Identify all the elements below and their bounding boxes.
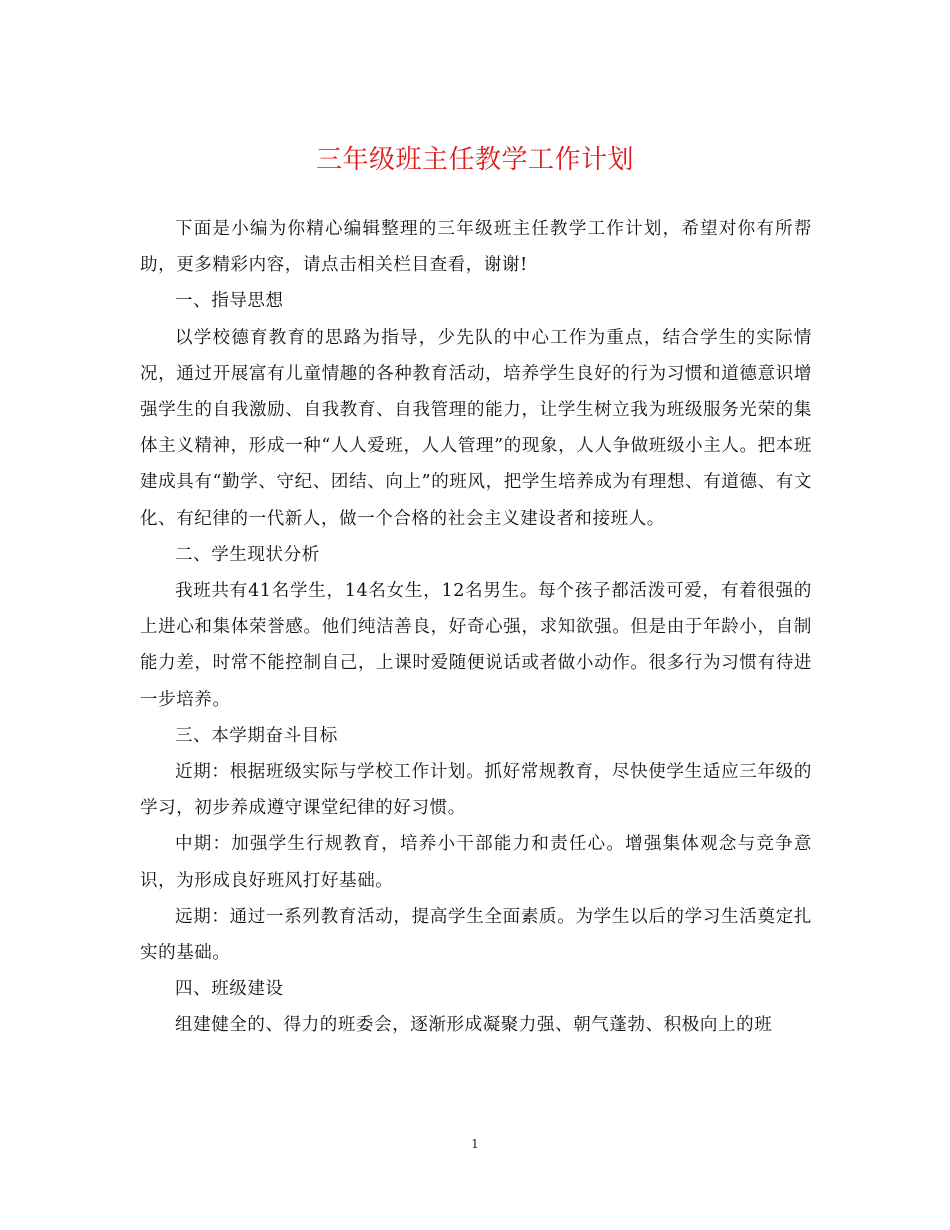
document-body [140,211,812,1044]
mid-term-goal-paragraph: 中期：加强学生行规教育，培养小干部能力和责任心。增强集体观念与竞争意识，为形成良好班风打好基础。 [140,834,812,891]
intro-paragraph: 下面是小编为你精心编辑整理的三年级班主任教学工作计划，希望对你有所帮助，更多精彩内容，请点击相关栏目查看，谢谢! [140,219,812,276]
guiding-thought-paragraph: 以学校德育教育的思路为指导，少先队的中心工作为重点，结合学生的实际情况，通过开展富有儿童情趣的各种教育活动，培养学生良好的行为习惯和道德意识增强学生的自我激励、自我教育、自我管理的能力，让学生树立我为班级服务光荣的集体主义精神，形成一种“人人爱班，人人管理”的现象，人人争做班级小主人。把本班建成具有“勤学、守纪、团结、向上”的班风，把学生培养成为有理想、有道德、有文化、有纪律的一代新人，做一个合格的社会主义建设者和接班人。 [140,327,812,529]
class-building-paragraph: 组建健全的、得力的班委会，逐渐形成凝聚力强、朝气蓬勃、积极向上的班 [175,1015,773,1036]
section-heading-guiding-thought: 一、指导思想 [175,291,284,312]
section-heading-student-analysis: 二、学生现状分析 [175,544,320,565]
long-term-goal-paragraph: 远期：通过一系列教育活动，提高学生全面素质。为学生以后的学习生活奠定扎实的基础。 [140,906,812,964]
document-title: 三年级班主任教学工作计划 [315,145,634,175]
section-heading-class-building: 四、班级建设 [175,979,284,1000]
short-term-goal-paragraph: 近期：根据班级实际与学校工作计划。抓好常规教育，尽快使学生适应三年级的学习，初步养成遵守课堂纪律的好习惯。 [140,762,812,819]
student-analysis-paragraph: 我班共有41名学生，14名女生，12名男生。每个孩子都活泼可爱，有着很强的上进心和集体荣誉感。他们纯洁善良，好奇心强，求知欲强。但是由于年龄小，自制能力差，时常不能控制自己，上课时爱随便说话或者做小动作。很多行为习惯有待进一步培养。 [140,581,812,710]
section-heading-semester-goals: 三、本学期奋斗目标 [175,725,338,746]
page-number: 1 [471,1137,479,1151]
